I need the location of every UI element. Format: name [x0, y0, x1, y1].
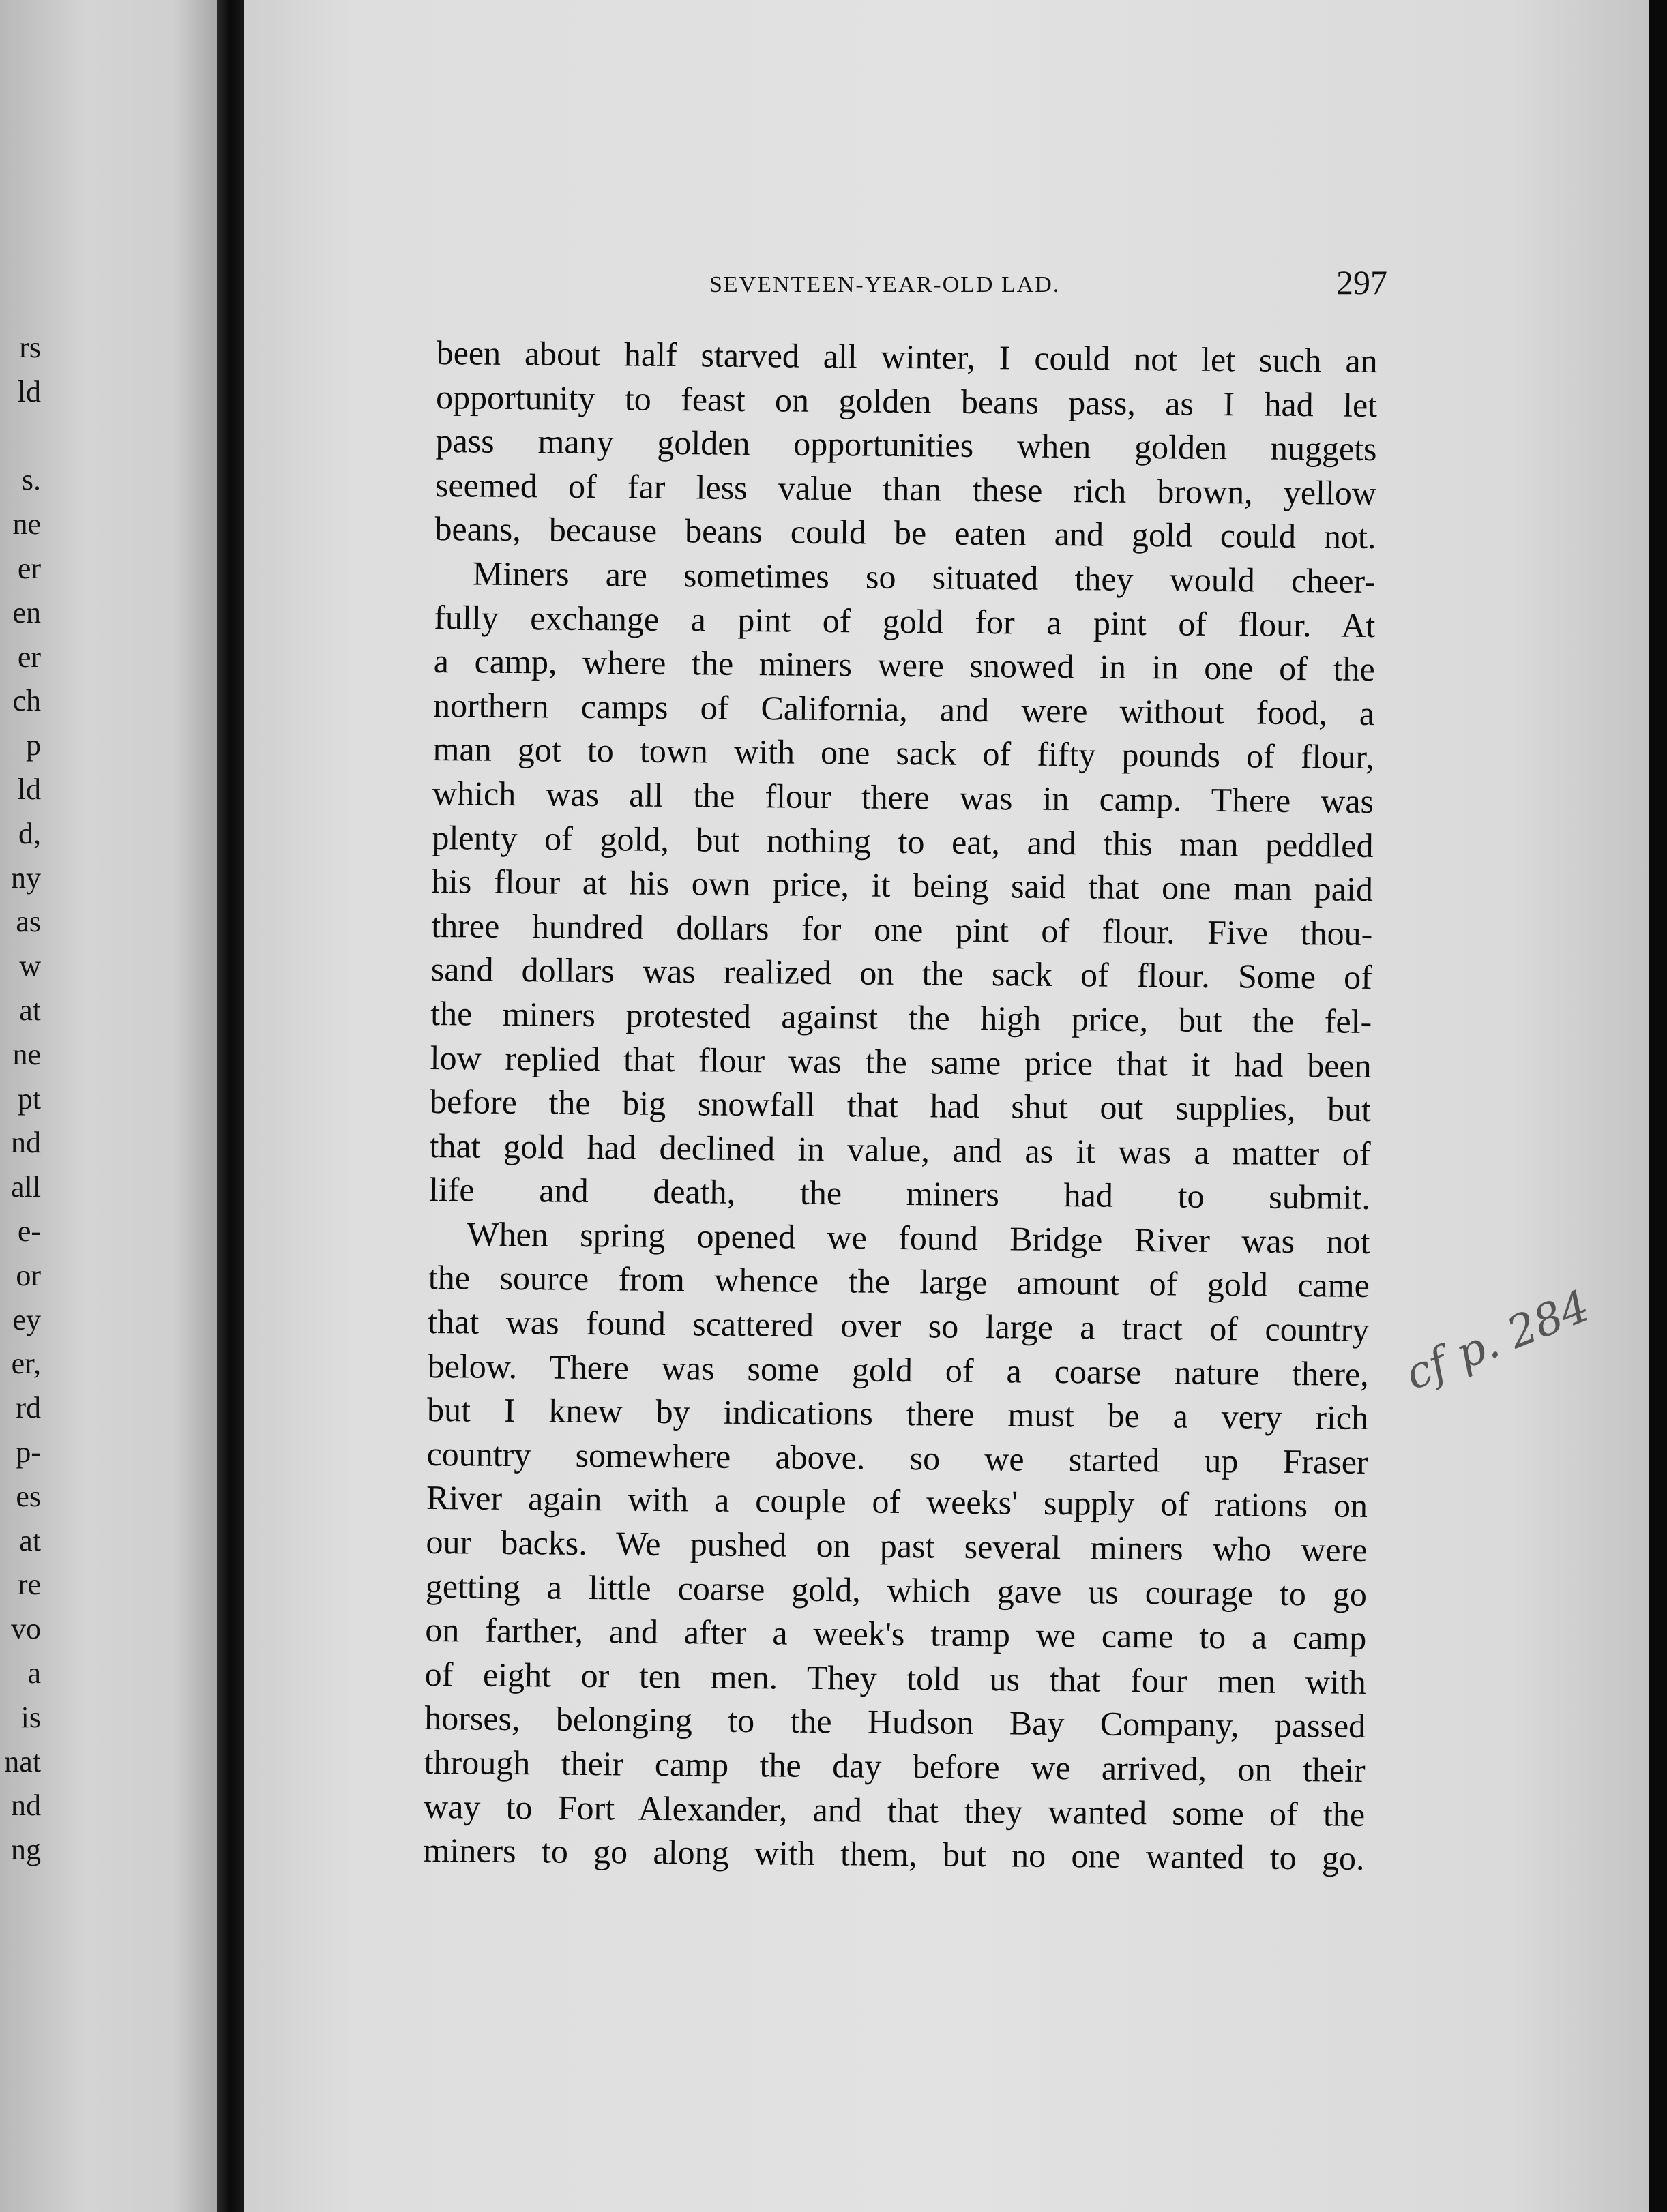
text-line: the miners protested against the high price, but the fel-	[430, 993, 1372, 1041]
text-line: country somewhere above. so we started up Fraser	[426, 1434, 1368, 1481]
text-line: sand dollars was realized on the sack of flour. Some of	[430, 950, 1373, 997]
left-page-fragment: er	[17, 551, 41, 585]
text-line: three hundred dollars for one pint of flour. Five thou-	[431, 906, 1373, 953]
left-page-fragment: a	[27, 1656, 41, 1690]
text-line: through their camp the day before we arrived, on their	[424, 1742, 1366, 1789]
left-page-fragment: nd	[11, 1126, 41, 1160]
text-line: his flour at his own price, it being said that one man paid	[431, 862, 1374, 909]
text-line: the source from whence the large amount of gold came	[428, 1258, 1370, 1305]
left-page-fragment: ng	[11, 1833, 41, 1867]
text-line: pass many golden opportunities when golden nuggets	[435, 421, 1377, 468]
text-line: that was found scattered over so large a tract of country	[428, 1302, 1370, 1349]
text-line: way to Fort Alexander, and that they wanted some of the	[423, 1787, 1366, 1834]
text-line: River again with a couple of weeks' supply of rations on	[426, 1478, 1368, 1525]
left-page-fragment: ne	[12, 507, 41, 541]
left-page-fragment: nd	[11, 1789, 41, 1823]
text-line: that gold had declined in value, and as it was a matter of	[429, 1126, 1371, 1173]
left-page-fragment: or	[16, 1258, 41, 1292]
text-line: of eight or ten men. They told us that four men with	[424, 1654, 1367, 1701]
running-head: SEVENTEEN-YEAR-OLD LAD.	[709, 272, 1061, 297]
text-line: seemed of far less value than these rich brown, yellow	[434, 465, 1377, 512]
left-page-fragment: d,	[18, 816, 41, 850]
left-page-fragment: at	[19, 1523, 41, 1557]
left-page-fragment: p-	[16, 1435, 41, 1469]
left-page-fragment: ey	[12, 1302, 41, 1336]
left-page-fragment: is	[20, 1700, 41, 1734]
left-page-fragment: es	[16, 1479, 41, 1513]
left-page-fragment: s.	[21, 463, 41, 497]
left-page-fragment: ld	[17, 772, 41, 806]
text-line: northern camps of California, and were without food, a	[432, 685, 1375, 732]
left-page-text-fragments	[0, 326, 41, 1872]
left-page-fragment: er,	[11, 1347, 41, 1381]
text-line: below. There was some gold of a coarse nature there,	[427, 1346, 1369, 1393]
text-line: life and death, the miners had to submit.	[428, 1170, 1371, 1217]
text-line: been about half starved all winter, I could not let such an	[436, 333, 1378, 380]
left-page-fragment: ld	[17, 374, 41, 408]
text-line: opportunity to feast on golden beans pass, as I had let	[435, 377, 1378, 424]
left-page-fragment: as	[16, 905, 41, 939]
scan-right-edge	[1649, 0, 1667, 2212]
left-page-fragment: pt	[17, 1081, 41, 1116]
left-page-fragment: rd	[16, 1391, 41, 1425]
left-page-fragment: re	[17, 1568, 41, 1602]
handwritten-marginal-note: cf p. 284	[1398, 1281, 1597, 1401]
left-page-fragment: p	[26, 728, 41, 762]
left-page-fragment	[0, 415, 41, 459]
text-line: our backs. We pushed on past several miners who were	[426, 1522, 1368, 1570]
left-page-fragment: ch	[12, 684, 41, 718]
body-text	[423, 331, 1378, 1881]
left-page-fragment: ny	[11, 861, 41, 895]
text-line: beans, because beans could be eaten and gold could not.	[434, 509, 1376, 556]
text-line: When spring opened we found Bridge River was not	[467, 1214, 1370, 1261]
left-facing-page	[0, 0, 217, 2212]
text-line: horses, belonging to the Hudson Bay Company, passed	[424, 1699, 1366, 1746]
left-page-fragment: w	[19, 949, 41, 983]
text-line: Miners are sometimes so situated they would cheer-	[472, 554, 1376, 600]
left-page-fragment: e-	[17, 1214, 41, 1248]
left-page-fragment: rs	[19, 331, 41, 364]
page-number: 297	[1336, 263, 1387, 301]
left-page-fragment: vo	[11, 1612, 41, 1646]
text-line: a camp, where the miners were snowed in in one of the	[433, 642, 1375, 689]
page-header	[709, 263, 1387, 310]
text-line: plenty of gold, but nothing to eat, and this man peddled	[432, 818, 1374, 865]
text-line: low replied that flour was the same price that it had been	[430, 1038, 1372, 1085]
left-page-fragment: at	[19, 993, 41, 1027]
left-page-fragment: en	[12, 595, 41, 629]
text-line: but I knew by indications there must be a very rich	[426, 1390, 1369, 1437]
text-line: getting a little coarse gold, which gave us courage to go	[425, 1566, 1368, 1613]
left-page-fragment: er	[17, 640, 41, 674]
left-page-fragment: nat	[4, 1744, 41, 1778]
left-page-fragment: all	[11, 1170, 41, 1204]
text-line: which was all the flour there was in camp. There was	[432, 773, 1374, 820]
text-line: before the big snowfall that had shut out supplies, but	[429, 1082, 1372, 1129]
text-line: miners to go along with them, but no one wanted to go.	[423, 1831, 1365, 1878]
text-line: on farther, and after a week's tramp we came to a camp	[425, 1611, 1367, 1658]
text-line: fully exchange a pint of gold for a pint of flour. At	[434, 597, 1376, 644]
left-page-fragment: ne	[12, 1037, 41, 1071]
book-gutter	[217, 0, 244, 2212]
text-line: man got to town with one sack of fifty pounds of flour,	[432, 730, 1374, 777]
